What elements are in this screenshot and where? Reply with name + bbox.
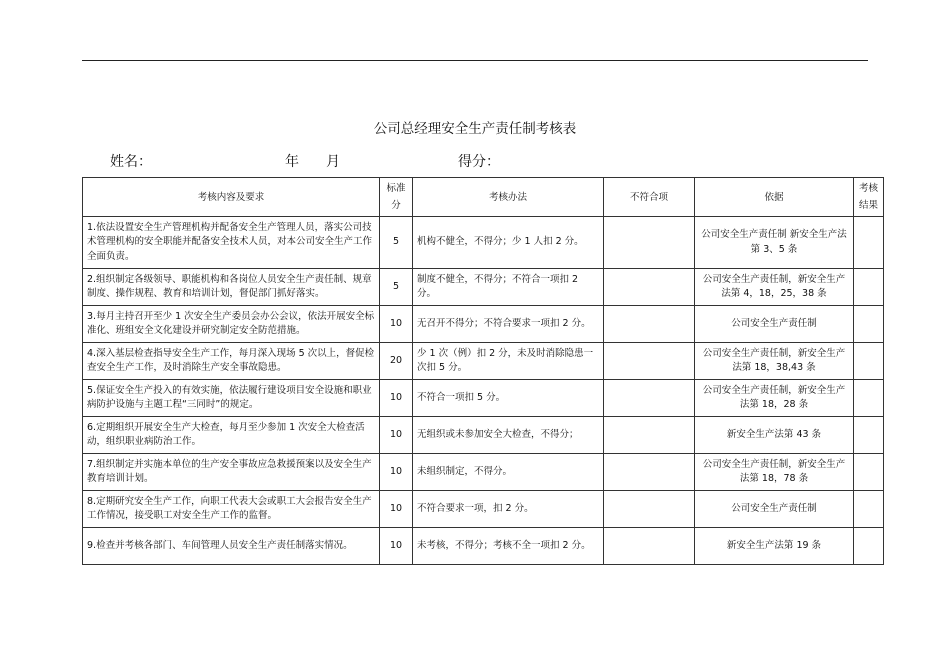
table-row — [83, 491, 884, 528]
row-method: 制度不健全，不得分；不符合一项扣 2 分。 — [413, 269, 604, 306]
row-score: 5 — [380, 269, 413, 306]
table-header-row — [83, 178, 884, 217]
row-result[interactable] — [854, 417, 884, 454]
row-content: 4.深入基层检查指导安全生产工作，每月深入现场 5 次以上，督促检查安全生产工作，及时消除生产安全事故隐患。 — [83, 343, 380, 380]
row-result[interactable] — [854, 528, 884, 565]
header-content: 考核内容及要求 — [83, 178, 380, 217]
row-score: 10 — [380, 528, 413, 565]
row-noncompliant[interactable] — [604, 528, 695, 565]
row-method: 少 1 次（例）扣 2 分，未及时消除隐患一次扣 5 分。 — [413, 343, 604, 380]
row-noncompliant[interactable] — [604, 491, 695, 528]
row-basis: 新安全生产法第 19 条 — [695, 528, 854, 565]
row-noncompliant[interactable] — [604, 380, 695, 417]
row-basis: 公司安全生产责任制 新安全生产法第 3、5 条 — [695, 217, 854, 269]
table-row — [83, 269, 884, 306]
row-result[interactable] — [854, 380, 884, 417]
row-method: 未组织制定，不得分。 — [413, 454, 604, 491]
row-basis: 公司安全生产责任制，新安全生产法第 18，78 条 — [695, 454, 854, 491]
header-rule — [82, 60, 868, 61]
row-result[interactable] — [854, 269, 884, 306]
row-content: 5.保证安全生产投入的有效实施，依法履行建设项目安全设施和职业病防护设施与主题工程“三同时”的规定。 — [83, 380, 380, 417]
row-noncompliant[interactable] — [604, 217, 695, 269]
row-method: 不符合要求一项，扣 2 分。 — [413, 491, 604, 528]
row-method: 无召开不得分；不符合要求一项扣 2 分。 — [413, 306, 604, 343]
row-basis: 公司安全生产责任制，新安全生产法第 18，28 条 — [695, 380, 854, 417]
row-content: 2.组织制定各级领导、职能机构和各岗位人员安全生产责任制、规章制度、操作规程、教育和培训计划，督促部门抓好落实。 — [83, 269, 380, 306]
header-result: 考核 结果 — [854, 178, 884, 217]
row-score: 10 — [380, 454, 413, 491]
row-result[interactable] — [854, 217, 884, 269]
table-row — [83, 528, 884, 565]
row-score: 5 — [380, 217, 413, 269]
score-label: 得分： — [458, 154, 500, 170]
name-label: 姓名： — [110, 154, 152, 170]
row-noncompliant[interactable] — [604, 417, 695, 454]
row-noncompliant[interactable] — [604, 269, 695, 306]
row-result[interactable] — [854, 343, 884, 380]
row-noncompliant[interactable] — [604, 454, 695, 491]
row-method: 机构不健全，不得分；少 1 人扣 2 分。 — [413, 217, 604, 269]
month-label: 月 — [326, 154, 340, 170]
document-title: 公司总经理安全生产责任制考核表 — [373, 121, 577, 137]
table-row — [83, 343, 884, 380]
row-basis: 公司安全生产责任制，新安全生产法第 18，38,43 条 — [695, 343, 854, 380]
row-noncompliant[interactable] — [604, 306, 695, 343]
row-basis: 公司安全生产责任制，新安全生产法第 4，18，25，38 条 — [695, 269, 854, 306]
row-basis: 公司安全生产责任制 — [695, 491, 854, 528]
row-content: 8.定期研究安全生产工作，向职工代表大会或职工大会报告安全生产工作情况，接受职工对安全生产工作的监督。 — [83, 491, 380, 528]
row-result[interactable] — [854, 491, 884, 528]
header-noncompliant: 不符合项 — [604, 178, 695, 217]
row-noncompliant[interactable] — [604, 343, 695, 380]
row-content: 9.检查并考核各部门、车间管理人员安全生产责任制落实情况。 — [83, 528, 380, 565]
row-content: 6.定期组织开展安全生产大检查，每月至少参加 1 次安全大检查活动，组织职业病防治工作。 — [83, 417, 380, 454]
row-method: 不符合一项扣 5 分。 — [413, 380, 604, 417]
row-content: 7.组织制定并实施本单位的生产安全事故应急救援预案以及安全生产教育培训计划。 — [83, 454, 380, 491]
row-result[interactable] — [854, 454, 884, 491]
assessment-table — [82, 177, 884, 565]
row-content: 3.每月主持召开至少 1 次安全生产委员会办公会议，依法开展安全标准化、班组安全文化建设并研究制定安全防范措施。 — [83, 306, 380, 343]
year-label: 年 — [285, 154, 299, 170]
table-row — [83, 417, 884, 454]
header-score: 标准 分 — [380, 178, 413, 217]
header-method: 考核办法 — [413, 178, 604, 217]
row-method: 无组织或未参加安全大检查，不得分； — [413, 417, 604, 454]
row-score: 10 — [380, 491, 413, 528]
row-content: 1.依法设置安全生产管理机构并配备安全生产管理人员，落实公司技术管理机构的安全职能并配备安全技术人员，对本公司安全生产工作全面负责。 — [83, 217, 380, 269]
row-score: 20 — [380, 343, 413, 380]
table-row — [83, 217, 884, 269]
table-row — [83, 380, 884, 417]
table-row — [83, 454, 884, 491]
row-score: 10 — [380, 417, 413, 454]
row-result[interactable] — [854, 306, 884, 343]
row-basis: 公司安全生产责任制 — [695, 306, 854, 343]
row-score: 10 — [380, 306, 413, 343]
table-row — [83, 306, 884, 343]
header-basis: 依据 — [695, 178, 854, 217]
row-basis: 新安全生产法第 43 条 — [695, 417, 854, 454]
row-score: 10 — [380, 380, 413, 417]
row-method: 未考核，不得分；考核不全一项扣 2 分。 — [413, 528, 604, 565]
